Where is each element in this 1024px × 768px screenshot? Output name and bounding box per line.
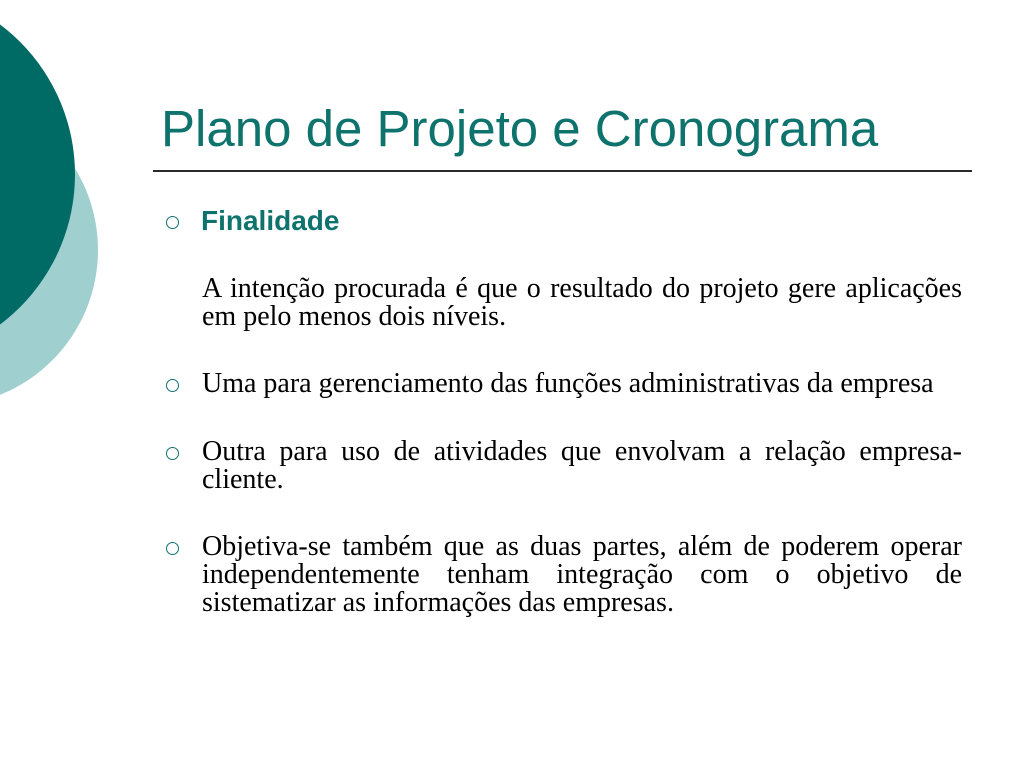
slide-title: Plano de Projeto e Cronograma (161, 100, 879, 157)
bullet-heading-finalidade: Finalidade (201, 205, 340, 236)
hollow-circle-bullet-icon (166, 542, 179, 555)
bullet-text: Outra para uso de atividades que envolvam a relação empresa-cliente. (202, 436, 962, 495)
hollow-circle-bullet-icon (166, 379, 179, 392)
hollow-circle-bullet-icon (166, 216, 179, 229)
finalidade-paragraph: A intenção procurada é que o resultado do projeto gere aplicações em pelo menos dois níveis. (202, 273, 962, 332)
title-divider (153, 170, 972, 172)
hollow-circle-bullet-icon (166, 447, 179, 460)
bullet-text: Objetiva-se também que as duas partes, além de poderem operar independentemente tenham integração com o objetivo de sistematizar as informações das empresas. (202, 531, 962, 618)
bullet-text: Uma para gerenciamento das funções administrativas da empresa (202, 368, 934, 399)
